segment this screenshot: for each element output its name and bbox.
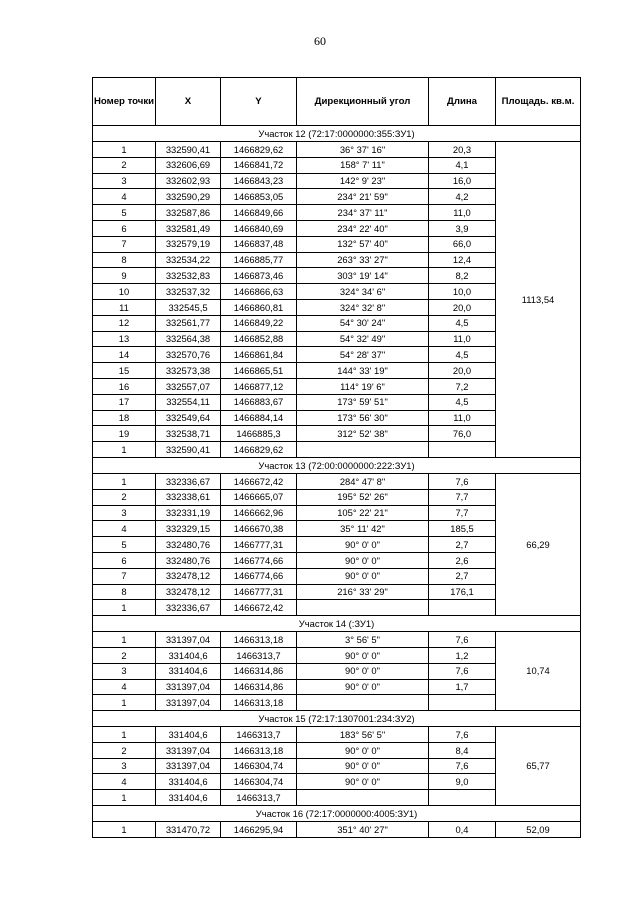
table-row xyxy=(93,473,581,489)
cell-x: 332587,86 xyxy=(156,205,221,221)
cell-y: 1466313,18 xyxy=(221,632,297,648)
cell-length: 16,0 xyxy=(429,173,496,189)
cell-point-number: 5 xyxy=(93,205,156,221)
cell-direction-angle: 173° 56' 30" xyxy=(297,410,429,426)
cell-y: 1466837,48 xyxy=(221,236,297,252)
cell-length: 20,0 xyxy=(429,363,496,379)
cell-direction-angle: 3° 56' 5" xyxy=(297,632,429,648)
cell-y: 1466853,05 xyxy=(221,189,297,205)
cell-direction-angle: 36° 37' 16" xyxy=(297,142,429,158)
cell-direction-angle xyxy=(297,695,429,711)
cell-x: 331404,6 xyxy=(156,727,221,743)
cell-point-number: 4 xyxy=(93,679,156,695)
cell-point-number: 1 xyxy=(93,790,156,806)
cell-direction-angle: 90° 0' 0" xyxy=(297,552,429,568)
cell-direction-angle: 54° 32' 49" xyxy=(297,331,429,347)
cell-point-number: 3 xyxy=(93,663,156,679)
cell-y: 1466885,77 xyxy=(221,252,297,268)
cell-x: 332331,19 xyxy=(156,505,221,521)
cell-y: 1466672,42 xyxy=(221,473,297,489)
header-area: Площадь. кв.м. xyxy=(496,78,581,126)
cell-direction-angle: 284° 47' 8" xyxy=(297,473,429,489)
cell-length: 4,1 xyxy=(429,157,496,173)
cell-length: 3,9 xyxy=(429,220,496,236)
cell-x: 332557,07 xyxy=(156,378,221,394)
cell-length: 7,6 xyxy=(429,632,496,648)
cell-x: 332573,38 xyxy=(156,363,221,379)
cell-direction-angle: 114° 19' 6" xyxy=(297,378,429,394)
cell-y: 1466829,62 xyxy=(221,142,297,158)
cell-x: 332532,83 xyxy=(156,268,221,284)
cell-y: 1466314,86 xyxy=(221,663,297,679)
cell-direction-angle: 90° 0' 0" xyxy=(297,647,429,663)
cell-y: 1466849,22 xyxy=(221,315,297,331)
cell-point-number: 8 xyxy=(93,584,156,600)
cell-y: 1466662,96 xyxy=(221,505,297,521)
cell-x: 332579,19 xyxy=(156,236,221,252)
section-title-row xyxy=(93,806,581,822)
cell-y: 1466841,72 xyxy=(221,157,297,173)
cell-x: 331404,6 xyxy=(156,663,221,679)
cell-x: 332478,12 xyxy=(156,568,221,584)
cell-x: 331397,04 xyxy=(156,679,221,695)
cell-y: 1466860,81 xyxy=(221,299,297,315)
header-point-number: Номер точки xyxy=(93,78,156,126)
cell-x: 331397,04 xyxy=(156,632,221,648)
cell-point-number: 7 xyxy=(93,568,156,584)
cell-x: 332480,76 xyxy=(156,552,221,568)
cell-direction-angle: 216° 33' 29" xyxy=(297,584,429,600)
header-y: Y xyxy=(221,78,297,126)
cell-y: 1466873,46 xyxy=(221,268,297,284)
cell-direction-angle: 351° 40' 27" xyxy=(297,822,429,838)
cell-direction-angle: 234° 21' 59" xyxy=(297,189,429,205)
cell-y: 1466665,07 xyxy=(221,489,297,505)
cell-y: 1466670,38 xyxy=(221,521,297,537)
cell-x: 331470,72 xyxy=(156,822,221,838)
cell-area: 1113,54 xyxy=(496,142,581,458)
cell-length: 20,3 xyxy=(429,142,496,158)
cell-y: 1466774,66 xyxy=(221,568,297,584)
cell-point-number: 2 xyxy=(93,647,156,663)
cell-x: 331397,04 xyxy=(156,695,221,711)
cell-y: 1466883,67 xyxy=(221,394,297,410)
cell-x: 331404,6 xyxy=(156,790,221,806)
cell-direction-angle: 263° 33' 27" xyxy=(297,252,429,268)
cell-length: 1,2 xyxy=(429,647,496,663)
cell-y: 1466777,31 xyxy=(221,537,297,553)
cell-length: 9,0 xyxy=(429,774,496,790)
cell-point-number: 1 xyxy=(93,727,156,743)
cell-length: 0,4 xyxy=(429,822,496,838)
cell-y: 1466849,66 xyxy=(221,205,297,221)
header-x: X xyxy=(156,78,221,126)
cell-direction-angle: 158° 7' 11" xyxy=(297,157,429,173)
cell-length: 76,0 xyxy=(429,426,496,442)
cell-x: 331404,6 xyxy=(156,774,221,790)
section-title: Участок 15 (72:17:1307001:234:ЗУ2) xyxy=(93,711,581,727)
cell-point-number: 6 xyxy=(93,220,156,236)
cell-direction-angle: 105° 22' 21" xyxy=(297,505,429,521)
cell-y: 1466861,84 xyxy=(221,347,297,363)
cell-y: 1466877,12 xyxy=(221,378,297,394)
cell-x: 332549,64 xyxy=(156,410,221,426)
cell-direction-angle: 195° 52' 26" xyxy=(297,489,429,505)
cell-x: 332338,61 xyxy=(156,489,221,505)
cell-point-number: 3 xyxy=(93,758,156,774)
cell-point-number: 1 xyxy=(93,632,156,648)
cell-x: 332534,22 xyxy=(156,252,221,268)
cell-y: 1466313,18 xyxy=(221,742,297,758)
cell-length: 7,7 xyxy=(429,505,496,521)
cell-length: 1,7 xyxy=(429,679,496,695)
cell-y: 1466314,86 xyxy=(221,679,297,695)
cell-x: 331397,04 xyxy=(156,758,221,774)
cell-length: 7,6 xyxy=(429,727,496,743)
cell-length: 11,0 xyxy=(429,410,496,426)
cell-direction-angle: 142° 9' 23" xyxy=(297,173,429,189)
cell-direction-angle: 144° 33' 19" xyxy=(297,363,429,379)
cell-point-number: 6 xyxy=(93,552,156,568)
cell-y: 1466840,69 xyxy=(221,220,297,236)
cell-point-number: 3 xyxy=(93,505,156,521)
cell-point-number: 16 xyxy=(93,378,156,394)
cell-point-number: 1 xyxy=(93,142,156,158)
cell-y: 1466829,62 xyxy=(221,442,297,458)
cell-length: 7,6 xyxy=(429,473,496,489)
cell-direction-angle: 183° 56' 5" xyxy=(297,727,429,743)
cell-y: 1466304,74 xyxy=(221,774,297,790)
table-row xyxy=(93,142,581,158)
cell-x: 332602,93 xyxy=(156,173,221,189)
cell-direction-angle: 35° 11' 42" xyxy=(297,521,429,537)
cell-point-number: 12 xyxy=(93,315,156,331)
cell-direction-angle: 324° 32' 8" xyxy=(297,299,429,315)
cell-direction-angle: 303° 19' 14" xyxy=(297,268,429,284)
cell-length: 12,4 xyxy=(429,252,496,268)
cell-y: 1466295,94 xyxy=(221,822,297,838)
cell-direction-angle: 90° 0' 0" xyxy=(297,774,429,790)
cell-x: 332480,76 xyxy=(156,537,221,553)
cell-direction-angle: 234° 22' 40" xyxy=(297,220,429,236)
cell-x: 331404,6 xyxy=(156,647,221,663)
cell-point-number: 4 xyxy=(93,774,156,790)
cell-length: 4,5 xyxy=(429,347,496,363)
table-row xyxy=(93,822,581,838)
cell-length xyxy=(429,790,496,806)
cell-y: 1466313,7 xyxy=(221,727,297,743)
cell-direction-angle: 234° 37' 11" xyxy=(297,205,429,221)
cell-length: 4,2 xyxy=(429,189,496,205)
cell-point-number: 4 xyxy=(93,189,156,205)
cell-length: 7,6 xyxy=(429,758,496,774)
cell-direction-angle: 90° 0' 0" xyxy=(297,537,429,553)
cell-x: 332590,29 xyxy=(156,189,221,205)
cell-y: 1466313,7 xyxy=(221,647,297,663)
cell-x: 332545,5 xyxy=(156,299,221,315)
section-title-row xyxy=(93,457,581,473)
cell-point-number: 7 xyxy=(93,236,156,252)
cell-direction-angle: 90° 0' 0" xyxy=(297,758,429,774)
cell-length xyxy=(429,442,496,458)
cell-direction-angle xyxy=(297,790,429,806)
cell-area: 10,74 xyxy=(496,632,581,711)
cell-point-number: 4 xyxy=(93,521,156,537)
cell-point-number: 9 xyxy=(93,268,156,284)
cell-y: 1466843,23 xyxy=(221,173,297,189)
section-title: Участок 16 (72:17:0000000:4005:ЗУ1) xyxy=(93,806,581,822)
cell-length xyxy=(429,695,496,711)
cell-length: 20,0 xyxy=(429,299,496,315)
table-body xyxy=(93,126,581,838)
cell-point-number: 17 xyxy=(93,394,156,410)
section-title: Участок 14 (:ЗУ1) xyxy=(93,616,581,632)
cell-point-number: 1 xyxy=(93,822,156,838)
cell-y: 1466313,18 xyxy=(221,695,297,711)
cell-x: 332478,12 xyxy=(156,584,221,600)
cell-length: 7,7 xyxy=(429,489,496,505)
section-title-row xyxy=(93,711,581,727)
cell-direction-angle: 54° 30' 24" xyxy=(297,315,429,331)
cell-direction-angle: 90° 0' 0" xyxy=(297,568,429,584)
cell-point-number: 8 xyxy=(93,252,156,268)
cell-point-number: 5 xyxy=(93,537,156,553)
cell-x: 332537,32 xyxy=(156,284,221,300)
cell-length: 8,4 xyxy=(429,742,496,758)
section-title: Участок 13 (72:00:0000000:222:ЗУ1) xyxy=(93,457,581,473)
header-direction-angle: Дирекционный угол xyxy=(297,78,429,126)
cell-area: 66,29 xyxy=(496,473,581,615)
table-header-row xyxy=(93,78,581,126)
cell-length: 10,0 xyxy=(429,284,496,300)
cell-y: 1466777,31 xyxy=(221,584,297,600)
cell-point-number: 1 xyxy=(93,695,156,711)
cell-y: 1466313,7 xyxy=(221,790,297,806)
cell-length: 11,0 xyxy=(429,205,496,221)
table-row xyxy=(93,727,581,743)
cell-x: 332538,71 xyxy=(156,426,221,442)
cell-x: 331397,04 xyxy=(156,742,221,758)
table-row xyxy=(93,632,581,648)
cell-point-number: 14 xyxy=(93,347,156,363)
cell-y: 1466885,3 xyxy=(221,426,297,442)
cell-point-number: 3 xyxy=(93,173,156,189)
cell-y: 1466865,51 xyxy=(221,363,297,379)
section-title-row xyxy=(93,616,581,632)
cell-point-number: 13 xyxy=(93,331,156,347)
cell-length: 4,5 xyxy=(429,394,496,410)
cell-point-number: 1 xyxy=(93,600,156,616)
cell-x: 332590,41 xyxy=(156,442,221,458)
cell-area: 65,77 xyxy=(496,727,581,806)
cell-direction-angle: 90° 0' 0" xyxy=(297,742,429,758)
cell-length: 7,2 xyxy=(429,378,496,394)
cell-x: 332336,67 xyxy=(156,473,221,489)
page-number: 60 xyxy=(314,34,326,48)
cell-point-number: 2 xyxy=(93,157,156,173)
coordinates-table xyxy=(92,77,581,838)
cell-y: 1466884,14 xyxy=(221,410,297,426)
cell-direction-angle: 54° 28' 37" xyxy=(297,347,429,363)
cell-y: 1466866,63 xyxy=(221,284,297,300)
cell-x: 332606,69 xyxy=(156,157,221,173)
cell-length xyxy=(429,600,496,616)
cell-point-number: 19 xyxy=(93,426,156,442)
cell-length: 7,6 xyxy=(429,663,496,679)
cell-y: 1466852,88 xyxy=(221,331,297,347)
cell-y: 1466304,74 xyxy=(221,758,297,774)
section-title-row xyxy=(93,126,581,142)
cell-direction-angle xyxy=(297,442,429,458)
cell-length: 185,5 xyxy=(429,521,496,537)
cell-x: 332564,38 xyxy=(156,331,221,347)
header-length: Длина xyxy=(429,78,496,126)
cell-direction-angle xyxy=(297,600,429,616)
section-title: Участок 12 (72:17:0000000:355:ЗУ1) xyxy=(93,126,581,142)
cell-x: 332554,11 xyxy=(156,394,221,410)
cell-length: 2,7 xyxy=(429,568,496,584)
cell-area: 52,09 xyxy=(496,822,581,838)
cell-point-number: 18 xyxy=(93,410,156,426)
cell-point-number: 10 xyxy=(93,284,156,300)
cell-point-number: 15 xyxy=(93,363,156,379)
cell-direction-angle: 324° 34' 6" xyxy=(297,284,429,300)
cell-x: 332329,15 xyxy=(156,521,221,537)
cell-point-number: 11 xyxy=(93,299,156,315)
cell-length: 11,0 xyxy=(429,331,496,347)
cell-x: 332590,41 xyxy=(156,142,221,158)
cell-x: 332581,49 xyxy=(156,220,221,236)
cell-length: 176,1 xyxy=(429,584,496,600)
cell-direction-angle: 132° 57' 40" xyxy=(297,236,429,252)
cell-y: 1466672,42 xyxy=(221,600,297,616)
cell-x: 332561,77 xyxy=(156,315,221,331)
cell-direction-angle: 173° 59' 51" xyxy=(297,394,429,410)
cell-length: 8,2 xyxy=(429,268,496,284)
cell-direction-angle: 312° 52' 38" xyxy=(297,426,429,442)
cell-point-number: 2 xyxy=(93,742,156,758)
cell-y: 1466774,66 xyxy=(221,552,297,568)
cell-length: 2,6 xyxy=(429,552,496,568)
cell-x: 332336,67 xyxy=(156,600,221,616)
cell-point-number: 1 xyxy=(93,473,156,489)
cell-direction-angle: 90° 0' 0" xyxy=(297,679,429,695)
cell-point-number: 2 xyxy=(93,489,156,505)
cell-x: 332570,76 xyxy=(156,347,221,363)
cell-length: 4,5 xyxy=(429,315,496,331)
cell-length: 66,0 xyxy=(429,236,496,252)
cell-point-number: 1 xyxy=(93,442,156,458)
cell-length: 2,7 xyxy=(429,537,496,553)
cell-direction-angle: 90° 0' 0" xyxy=(297,663,429,679)
